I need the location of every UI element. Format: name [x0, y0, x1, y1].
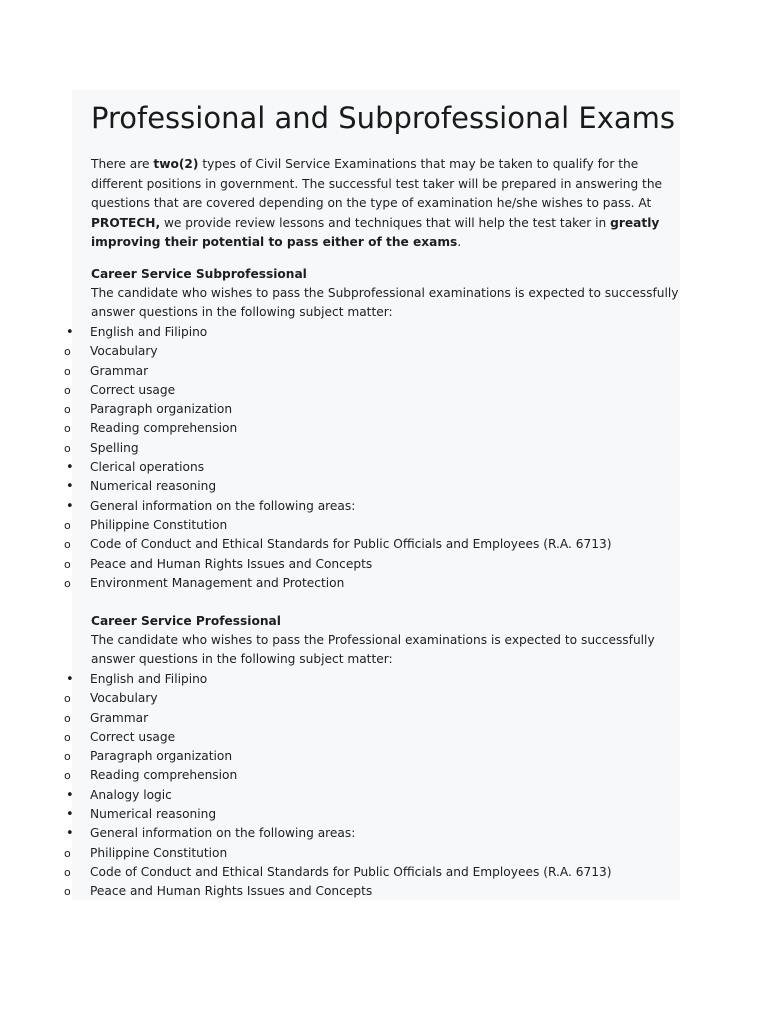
list-item-text: General information on the following areas:	[90, 498, 356, 513]
list-item-text: General information on the following areas:	[90, 826, 356, 841]
list-item-text: Reading comprehension	[90, 421, 238, 436]
list-item-text: Environment Management and Protection	[90, 575, 345, 590]
circle-bullet-icon: o	[64, 846, 71, 860]
list-item-text: Paragraph organization	[90, 402, 233, 417]
bullet-icon: •	[66, 498, 74, 514]
bullet-icon: •	[66, 787, 74, 803]
list-item-text: Numerical reasoning	[90, 807, 217, 822]
list-item-text: Code of Conduct and Ethical Standards for Public Officials and Employees (R.A. 6713)	[90, 537, 612, 552]
list-item-text: Reading comprehension	[90, 768, 238, 783]
bullet-icon: •	[66, 325, 74, 340]
circle-bullet-icon: o	[64, 557, 71, 571]
list-item-text: Grammar	[90, 363, 149, 378]
list-item-text: Peace and Human Rights Issues and Concepts	[90, 556, 373, 571]
list-item-text: Code of Conduct and Ethical Standards for Public Officials and Employees (R.A. 6713)	[90, 864, 612, 879]
bullet-icon: •	[66, 826, 74, 842]
list-item-text: English and Filipino	[90, 325, 208, 339]
list-item-text: English and Filipino	[90, 672, 208, 686]
list-item-text: Philippine Constitution	[90, 517, 228, 532]
page-title: Professional and Subprofessional Exams	[91, 101, 676, 135]
intro-bold-count: two(2)	[153, 157, 199, 171]
circle-bullet-icon: o	[64, 711, 71, 725]
bullet-icon: •	[66, 460, 74, 476]
list-item-text: Philippine Constitution	[90, 845, 228, 860]
intro-bold-brand: PROTECH,	[91, 215, 161, 230]
circle-bullet-icon: o	[64, 576, 71, 590]
list-item-text: Paragraph organization	[90, 749, 233, 764]
intro-paragraph	[91, 155, 681, 253]
subprofessional-heading: Career Service Subprofessional	[91, 267, 307, 281]
professional-description: The candidate who wishes to pass the Professional examinations is expected to successfully answer questions in the following subject matter:	[91, 633, 655, 667]
circle-bullet-icon: o	[64, 885, 71, 899]
circle-bullet-icon: o	[64, 422, 71, 436]
list-item-text: Correct usage	[90, 382, 176, 397]
professional-heading: Career Service Professional	[91, 614, 281, 628]
intro-text-1: There are	[91, 157, 154, 171]
circle-bullet-icon: o	[64, 865, 71, 879]
circle-bullet-icon: o	[64, 345, 71, 359]
bullet-icon: •	[66, 479, 74, 495]
list-item-text: Peace and Human Rights Issues and Concepts	[90, 884, 373, 899]
intro-text-2: types of Civil Service Examinations that may be taken to qualify for the different positions in government. The successful test taker will be prepared in answering the questions that are covered depending on the type of examination he/she wishes to pass. At	[91, 157, 663, 210]
intro-bold-goal: greatly improving their potential to pass either of the exams	[91, 215, 660, 249]
circle-bullet-icon: o	[64, 538, 71, 552]
circle-bullet-icon: o	[64, 730, 71, 744]
list-item-text: Grammar	[90, 710, 149, 725]
circle-bullet-icon: o	[64, 364, 71, 378]
intro-text-4: .	[457, 235, 462, 249]
bullet-icon: •	[66, 672, 74, 687]
list-item-text: Vocabulary	[90, 691, 158, 706]
circle-bullet-icon: o	[64, 441, 71, 455]
list-item-text: Clerical operations	[90, 460, 205, 475]
list-item-text: Analogy logic	[90, 787, 172, 802]
circle-bullet-icon: o	[64, 403, 71, 417]
circle-bullet-icon: o	[64, 518, 71, 532]
circle-bullet-icon: o	[64, 692, 71, 706]
list-item-text: Correct usage	[90, 729, 176, 744]
list-item-text: Numerical reasoning	[90, 479, 217, 494]
subprofessional-description: The candidate who wishes to pass the Subprofessional examinations is expected to successfully answer questions in the following subject matter:	[91, 286, 679, 320]
list-item-text: Spelling	[90, 440, 139, 455]
bullet-icon: •	[66, 807, 74, 823]
circle-bullet-icon: o	[64, 750, 71, 764]
intro-text-3: we provide review lessons and techniques that will help the test taker in	[160, 215, 611, 230]
list-item-text: Vocabulary	[90, 344, 158, 359]
circle-bullet-icon: o	[64, 383, 71, 397]
circle-bullet-icon: o	[64, 769, 71, 783]
